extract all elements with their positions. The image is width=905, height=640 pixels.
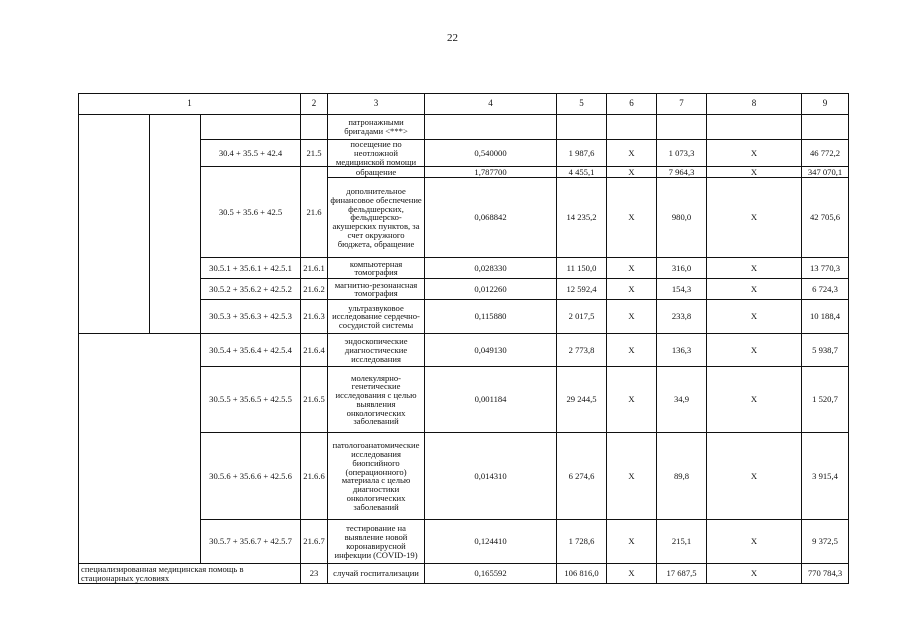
formula-cell: 30.5.4 + 35.6.4 + 42.5.4 bbox=[201, 334, 301, 367]
header-cell: 4 bbox=[425, 94, 557, 115]
value-cell bbox=[707, 115, 802, 140]
value-cell: Х bbox=[707, 564, 802, 584]
value-cell: Х bbox=[607, 140, 657, 167]
code-cell: 23 bbox=[301, 564, 328, 584]
code-cell: 21.5 bbox=[301, 140, 328, 167]
group-cell-mid bbox=[150, 115, 201, 334]
value-cell: 29 244,5 bbox=[557, 367, 607, 433]
value-cell: 4 455,1 bbox=[557, 167, 607, 178]
value-cell: 6 274,6 bbox=[557, 433, 607, 520]
code-cell: 21.6 bbox=[301, 167, 328, 258]
value-cell: 0,012260 bbox=[425, 279, 557, 300]
section-title-cell: специализированная медицинская помощь в стационарных условиях bbox=[79, 564, 301, 584]
value-cell: 0,540000 bbox=[425, 140, 557, 167]
group-cell-left bbox=[79, 334, 201, 564]
value-cell bbox=[802, 115, 849, 140]
value-cell: 10 188,4 bbox=[802, 300, 849, 334]
value-cell: Х bbox=[707, 279, 802, 300]
data-table bbox=[78, 93, 849, 584]
value-cell: Х bbox=[707, 433, 802, 520]
value-cell: 770 784,3 bbox=[802, 564, 849, 584]
value-cell: Х bbox=[607, 564, 657, 584]
value-cell: 0,014310 bbox=[425, 433, 557, 520]
value-cell: 2 773,8 bbox=[557, 334, 607, 367]
value-cell: Х bbox=[707, 367, 802, 433]
formula-cell: 30.5.5 + 35.6.5 + 42.5.5 bbox=[201, 367, 301, 433]
formula-cell: 30.5 + 35.6 + 42.5 bbox=[201, 167, 301, 258]
unit-cell: магнитно-резонансная томография bbox=[328, 279, 425, 300]
value-cell: Х bbox=[707, 167, 802, 178]
unit-cell: эндоскопические диагностические исследования bbox=[328, 334, 425, 367]
value-cell: 13 770,3 bbox=[802, 258, 849, 279]
value-cell: Х bbox=[607, 167, 657, 178]
value-cell: 14 235,2 bbox=[557, 178, 607, 258]
header-cell: 9 bbox=[802, 94, 849, 115]
value-cell: 136,3 bbox=[657, 334, 707, 367]
unit-cell: посещение по неотложной медицинской помощи bbox=[328, 140, 425, 167]
header-cell: 6 bbox=[607, 94, 657, 115]
value-cell: Х bbox=[607, 433, 657, 520]
unit-cell: патологоанатомические исследования биопсийного (операционного) материала с целью диагностики онкологических заболеваний bbox=[328, 433, 425, 520]
table-row bbox=[79, 564, 849, 584]
table-row bbox=[79, 115, 849, 140]
unit-cell: компьютерная томография bbox=[328, 258, 425, 279]
value-cell bbox=[425, 115, 557, 140]
value-cell: 0,049130 bbox=[425, 334, 557, 367]
table-row bbox=[79, 334, 849, 367]
value-cell: Х bbox=[607, 178, 657, 258]
value-cell: 316,0 bbox=[657, 258, 707, 279]
header-cell: 3 bbox=[328, 94, 425, 115]
formula-cell: 30.5.1 + 35.6.1 + 42.5.1 bbox=[201, 258, 301, 279]
value-cell: Х bbox=[707, 520, 802, 564]
page-number: 22 bbox=[447, 32, 458, 44]
code-cell: 21.6.1 bbox=[301, 258, 328, 279]
value-cell bbox=[657, 115, 707, 140]
value-cell: Х bbox=[607, 279, 657, 300]
value-cell: 1 987,6 bbox=[557, 140, 607, 167]
value-cell: 3 915,4 bbox=[802, 433, 849, 520]
value-cell: 0,068842 bbox=[425, 178, 557, 258]
value-cell: Х bbox=[607, 520, 657, 564]
value-cell: 154,3 bbox=[657, 279, 707, 300]
header-cell: 2 bbox=[301, 94, 328, 115]
value-cell: Х bbox=[707, 178, 802, 258]
table-header-row bbox=[79, 94, 849, 115]
formula-cell bbox=[201, 115, 301, 140]
value-cell: 46 772,2 bbox=[802, 140, 849, 167]
value-cell: Х bbox=[707, 300, 802, 334]
value-cell: 347 070,1 bbox=[802, 167, 849, 178]
value-cell: 0,124410 bbox=[425, 520, 557, 564]
value-cell: 11 150,0 bbox=[557, 258, 607, 279]
value-cell: Х bbox=[707, 334, 802, 367]
value-cell: Х bbox=[607, 334, 657, 367]
value-cell: Х bbox=[607, 258, 657, 279]
value-cell: 106 816,0 bbox=[557, 564, 607, 584]
formula-cell: 30.5.2 + 35.6.2 + 42.5.2 bbox=[201, 279, 301, 300]
value-cell: 1 520,7 bbox=[802, 367, 849, 433]
code-cell bbox=[301, 115, 328, 140]
value-cell: 9 372,5 bbox=[802, 520, 849, 564]
value-cell bbox=[557, 115, 607, 140]
value-cell: 0,001184 bbox=[425, 367, 557, 433]
formula-cell: 30.5.3 + 35.6.3 + 42.5.3 bbox=[201, 300, 301, 334]
formula-cell: 30.4 + 35.5 + 42.4 bbox=[201, 140, 301, 167]
code-cell: 21.6.7 bbox=[301, 520, 328, 564]
value-cell: Х bbox=[607, 300, 657, 334]
formula-cell: 30.5.7 + 35.6.7 + 42.5.7 bbox=[201, 520, 301, 564]
unit-cell: случай госпитализации bbox=[328, 564, 425, 584]
unit-cell: ультразвуковое исследование сердечно-сосудистой системы bbox=[328, 300, 425, 334]
unit-cell: дополнительное финансовое обеспечение фельдшерских, фельдшерско-акушерских пунктов, за счет окружного бюджета, обращение bbox=[328, 178, 425, 258]
value-cell bbox=[607, 115, 657, 140]
value-cell: 2 017,5 bbox=[557, 300, 607, 334]
unit-cell: патронажными бригадами <***> bbox=[328, 115, 425, 140]
code-cell: 21.6.6 bbox=[301, 433, 328, 520]
formula-cell: 30.5.6 + 35.6.6 + 42.5.6 bbox=[201, 433, 301, 520]
value-cell: 42 705,6 bbox=[802, 178, 849, 258]
value-cell: 0,165592 bbox=[425, 564, 557, 584]
value-cell: 215,1 bbox=[657, 520, 707, 564]
value-cell: 1 073,3 bbox=[657, 140, 707, 167]
header-cell: 5 bbox=[557, 94, 607, 115]
value-cell: 1,787700 bbox=[425, 167, 557, 178]
code-cell: 21.6.5 bbox=[301, 367, 328, 433]
value-cell: 34,9 bbox=[657, 367, 707, 433]
header-cell: 8 bbox=[707, 94, 802, 115]
value-cell: Х bbox=[707, 140, 802, 167]
value-cell: 233,8 bbox=[657, 300, 707, 334]
value-cell: 980,0 bbox=[657, 178, 707, 258]
header-cell: 7 bbox=[657, 94, 707, 115]
value-cell: 6 724,3 bbox=[802, 279, 849, 300]
value-cell: 89,8 bbox=[657, 433, 707, 520]
unit-cell: обращение bbox=[328, 167, 425, 178]
value-cell: 0,028330 bbox=[425, 258, 557, 279]
value-cell: Х bbox=[707, 258, 802, 279]
unit-cell: тестирование на выявление новой коронавирусной инфекции (COVID-19) bbox=[328, 520, 425, 564]
unit-cell: молекулярно-генетические исследования с целью выявления онкологических заболеваний bbox=[328, 367, 425, 433]
value-cell: 5 938,7 bbox=[802, 334, 849, 367]
value-cell: 7 964,3 bbox=[657, 167, 707, 178]
value-cell: 12 592,4 bbox=[557, 279, 607, 300]
value-cell: Х bbox=[607, 367, 657, 433]
value-cell: 1 728,6 bbox=[557, 520, 607, 564]
code-cell: 21.6.4 bbox=[301, 334, 328, 367]
value-cell: 0,115880 bbox=[425, 300, 557, 334]
value-cell: 17 687,5 bbox=[657, 564, 707, 584]
code-cell: 21.6.2 bbox=[301, 279, 328, 300]
group-cell-left bbox=[79, 115, 150, 334]
header-cell: 1 bbox=[79, 94, 301, 115]
code-cell: 21.6.3 bbox=[301, 300, 328, 334]
